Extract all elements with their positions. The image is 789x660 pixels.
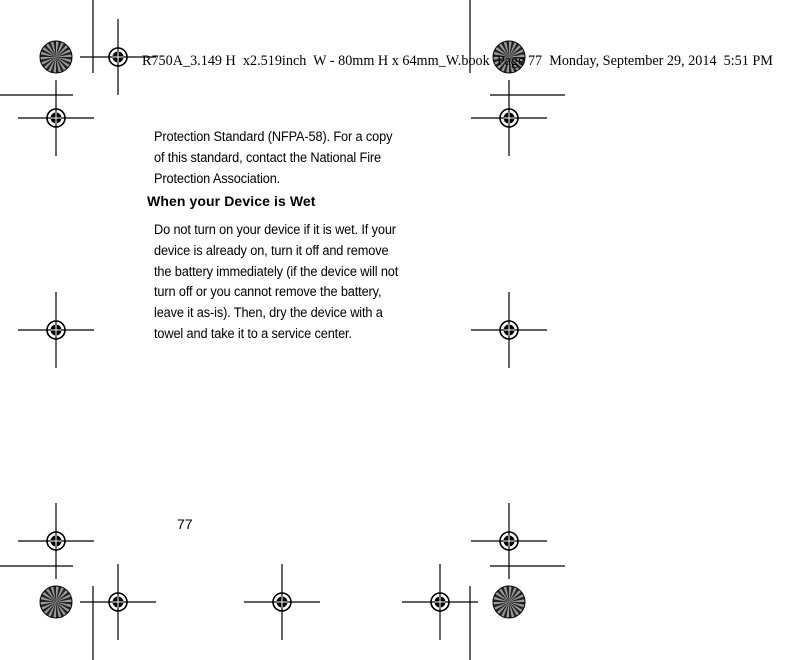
page-number: 77: [177, 516, 193, 532]
registration-target-right-top: [471, 80, 547, 156]
sunburst-bottom-right: [493, 586, 525, 618]
registration-target-left-middle: [18, 292, 94, 368]
sunburst-top-left: [40, 41, 72, 73]
continued-paragraph: Protection Standard (NFPA-58). For a copy of this standard, contact the National Fire Protection Association.: [154, 129, 393, 187]
section-paragraph: Do not turn on your device if it is wet. If your device is already on, turn it off and remove the battery immediately (if the device will not turn off or you cannot remove the battery, leave it as-is). Then, dry the device with a towel and take it to a service center.: [154, 222, 399, 342]
running-header: R750A_3.149 H x2.519inch W - 80mm H x 64mm_W.book Page 77 Monday, September 29, 2014 5:51 PM: [142, 53, 773, 69]
registration-target-left-top: [18, 80, 94, 156]
registration-target-bottom-right: [402, 564, 478, 640]
section-heading: When your Device is Wet: [147, 193, 316, 209]
registration-target-right-bottom: [471, 503, 547, 579]
registration-target-left-bottom: [18, 503, 94, 579]
registration-target-bottom-left: [80, 564, 156, 640]
sunburst-bottom-left: [40, 586, 72, 618]
registration-target-bottom-center: [244, 564, 320, 640]
registration-target-right-middle: [471, 292, 547, 368]
